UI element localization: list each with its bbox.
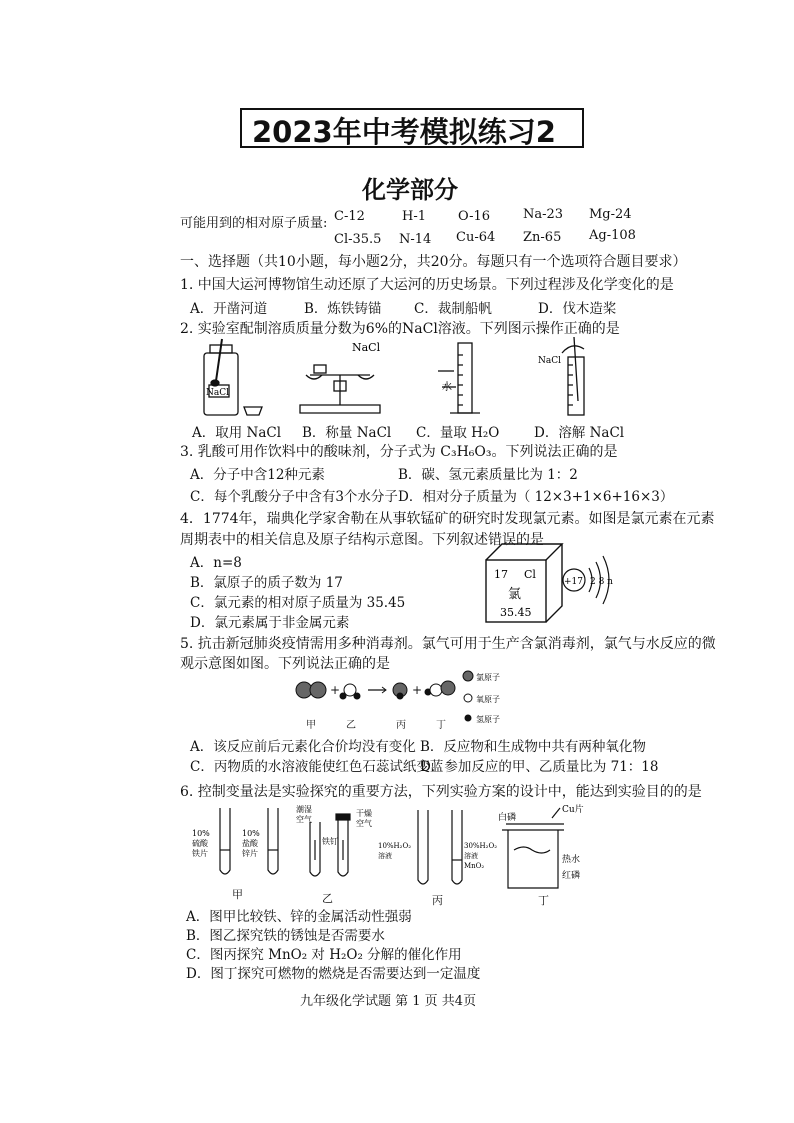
q5-option-b: B．反应物和生成物中共有两种氧化物	[420, 739, 646, 755]
mass-n: N-14	[399, 232, 432, 247]
species-bing: 丙	[396, 720, 406, 731]
yi-top-left-2: 空气	[296, 815, 312, 824]
yi-top-right-1: 干燥	[356, 809, 372, 818]
q5-stem-line2: 观示意图如图。下列说法正确的是	[180, 656, 390, 672]
mass-na: Na-23	[523, 207, 564, 222]
q1-option-b: B．炼铁铸锚	[304, 301, 382, 317]
mass-h: H-1	[402, 209, 427, 224]
q2-caption-a: A．取用 NaCl	[192, 425, 282, 441]
q2-caption-b: B．称量 NaCl	[302, 425, 392, 441]
mass-cu: Cu-64	[456, 230, 496, 245]
element-number: 17	[494, 568, 508, 581]
balance-icon	[300, 405, 380, 413]
beaker-icon	[508, 830, 558, 888]
q5-option-d: D．参加反应的甲、乙质量比为 71：18	[420, 759, 659, 775]
mass-cl: Cl-35.5	[334, 232, 382, 247]
section-heading: 一、选择题（共10小题，每小题2分，共20分。每题只有一个选项符合题目要求）	[180, 254, 687, 270]
species-ding: 丁	[436, 720, 446, 731]
q4-stem-line1: 4．1774年，瑞典化学家舍勒在从事软锰矿的研究时发现氯元素。如图是氯元素在元素	[180, 511, 715, 527]
species-jia: 甲	[306, 720, 316, 731]
q3-stem: 3. 乳酸可用作饮料中的酸味剂，分子式为 C₃H₆O₃。下列说法正确的是	[180, 444, 618, 460]
jia-left-1: 10%	[192, 829, 210, 838]
yi-mid: 铁钉	[322, 837, 338, 846]
atomic-mass-label: 可能用到的相对原子质量:	[180, 216, 328, 231]
q2-caption-d: D．溶解 NaCl	[534, 425, 625, 441]
bing-left-2: 溶液	[378, 852, 392, 860]
mass-ag: Ag-108	[589, 228, 636, 243]
page-footer: 九年级化学试题 第 1 页 共4页	[300, 994, 477, 1009]
bing-left-1: 10%H₂O₂	[378, 842, 412, 850]
bing-right-3: MnO₂	[464, 862, 485, 870]
q4-option-c: C．氯元素的相对原子质量为 35.45	[190, 595, 406, 611]
test-tube-icon	[220, 808, 230, 874]
svg-text:+: +	[330, 683, 341, 697]
figure-ding: 丁	[538, 894, 549, 907]
q3-option-d: D．相对分子质量为（ 12×3+1×6+16×3）	[398, 489, 674, 505]
species-yi: 乙	[346, 720, 356, 731]
q4-option-b: B．氯原子的质子数为 17	[190, 575, 343, 591]
ding-label-white-p: 白磷	[498, 813, 517, 823]
q2-stem: 2. 实验室配制溶质质量分数为6%的NaCl溶液。下列图示操作正确的是	[180, 321, 620, 337]
legend-oxygen: 氧原子	[476, 695, 500, 704]
q3-option-b: B．碳、氢元素质量比为 1：2	[398, 467, 578, 483]
page-title: 2023年中考模拟练习2	[252, 115, 556, 149]
yi-top-right-2: 空气	[356, 819, 372, 828]
q1-option-c: C．裁制船帆	[414, 301, 492, 317]
q2-caption-c: C．量取 H₂O	[416, 425, 500, 441]
element-symbol: Cl	[524, 568, 536, 581]
yi-top-left-1: 潮湿	[296, 805, 312, 814]
ding-label-red-p: 红磷	[562, 871, 581, 881]
shell-electrons: 2 8 n	[590, 577, 613, 587]
jia-right-1: 10%	[242, 829, 260, 838]
q2-apparatus-figure	[180, 335, 630, 420]
mass-c: C-12	[334, 209, 365, 224]
q1-option-d: D．伐木造桨	[538, 301, 617, 317]
q5-option-c: C．丙物质的水溶液能使红色石蕊试纸变蓝	[190, 759, 444, 775]
q4-option-d: D．氯元素属于非金属元素	[190, 615, 350, 631]
q6-stem: 6. 控制变量法是实验探究的重要方法，下列实验方案的设计中，能达到实验目的的是	[180, 784, 702, 800]
nucleus-charge: +17	[564, 577, 583, 587]
reagent-bottle-icon	[204, 353, 238, 415]
legend-chlorine: 氯原子	[476, 673, 500, 682]
nacl-dissolve-label: NaCl	[538, 356, 562, 366]
q3-option-c: C．每个乳酸分子中含有3个水分子	[190, 489, 398, 505]
svg-text:+: +	[412, 683, 423, 697]
q1-option-a: A．开凿河道	[190, 301, 268, 317]
ding-label-hot-water: 热水	[562, 855, 581, 865]
legend-hydrogen: 氢原子	[476, 715, 500, 724]
q1-stem: 1. 中国大运河博物馆生动还原了大运河的历史场景。下列过程涉及化学变化的是	[180, 277, 674, 293]
q6-option-a: A．图甲比较铁、锌的金属活动性强弱	[186, 909, 412, 925]
q5-option-a: A．该反应前后元素化合价均没有变化	[190, 739, 416, 755]
jia-left-2: 硫酸	[192, 839, 208, 848]
figure-yi: 乙	[322, 892, 333, 905]
nacl-bottle-label: NaCl	[206, 388, 230, 398]
q6-option-d: D．图丁探究可燃物的燃烧是否需要达到一定温度	[186, 966, 481, 982]
element-mass: 35.45	[500, 606, 532, 619]
q5-stem-line1: 5. 抗击新冠肺炎疫情需用多种消毒剂。氯气可用于生产含氯消毒剂，氯气与水反应的微	[180, 636, 716, 652]
water-label: 水	[442, 382, 452, 393]
figure-jia: 甲	[232, 888, 243, 901]
section-subtitle: 化学部分	[362, 175, 458, 204]
mass-zn: Zn-65	[523, 230, 562, 245]
q4-stem-line2: 周期表中的相关信息及原子结构示意图。下列叙述错误的是	[180, 532, 544, 548]
jia-right-3: 锌片	[242, 849, 258, 858]
q4-chlorine-figure	[480, 538, 630, 628]
q6-option-c: C．图丙探究 MnO₂ 对 H₂O₂ 分解的催化作用	[186, 947, 462, 963]
graduated-cylinder-icon	[458, 343, 472, 413]
ding-label-cu: Cu片	[562, 805, 584, 815]
figure-bing: 丙	[432, 894, 443, 907]
bing-right-1: 30%H₂O₂	[464, 842, 498, 850]
mass-mg: Mg-24	[589, 207, 632, 222]
jia-right-2: 盐酸	[242, 839, 258, 848]
jia-left-3: 铁片	[192, 849, 208, 858]
nacl-balance-label: NaCl	[352, 341, 381, 354]
element-name: 氯	[508, 587, 522, 602]
mass-o: O-16	[458, 209, 491, 224]
q4-option-a: A．n=8	[190, 555, 242, 571]
q3-option-a: A．分子中含12种元素	[190, 467, 325, 483]
bing-right-2: 溶液	[464, 852, 478, 860]
q6-option-b: B．图乙探究铁的锈蚀是否需要水	[186, 928, 385, 944]
